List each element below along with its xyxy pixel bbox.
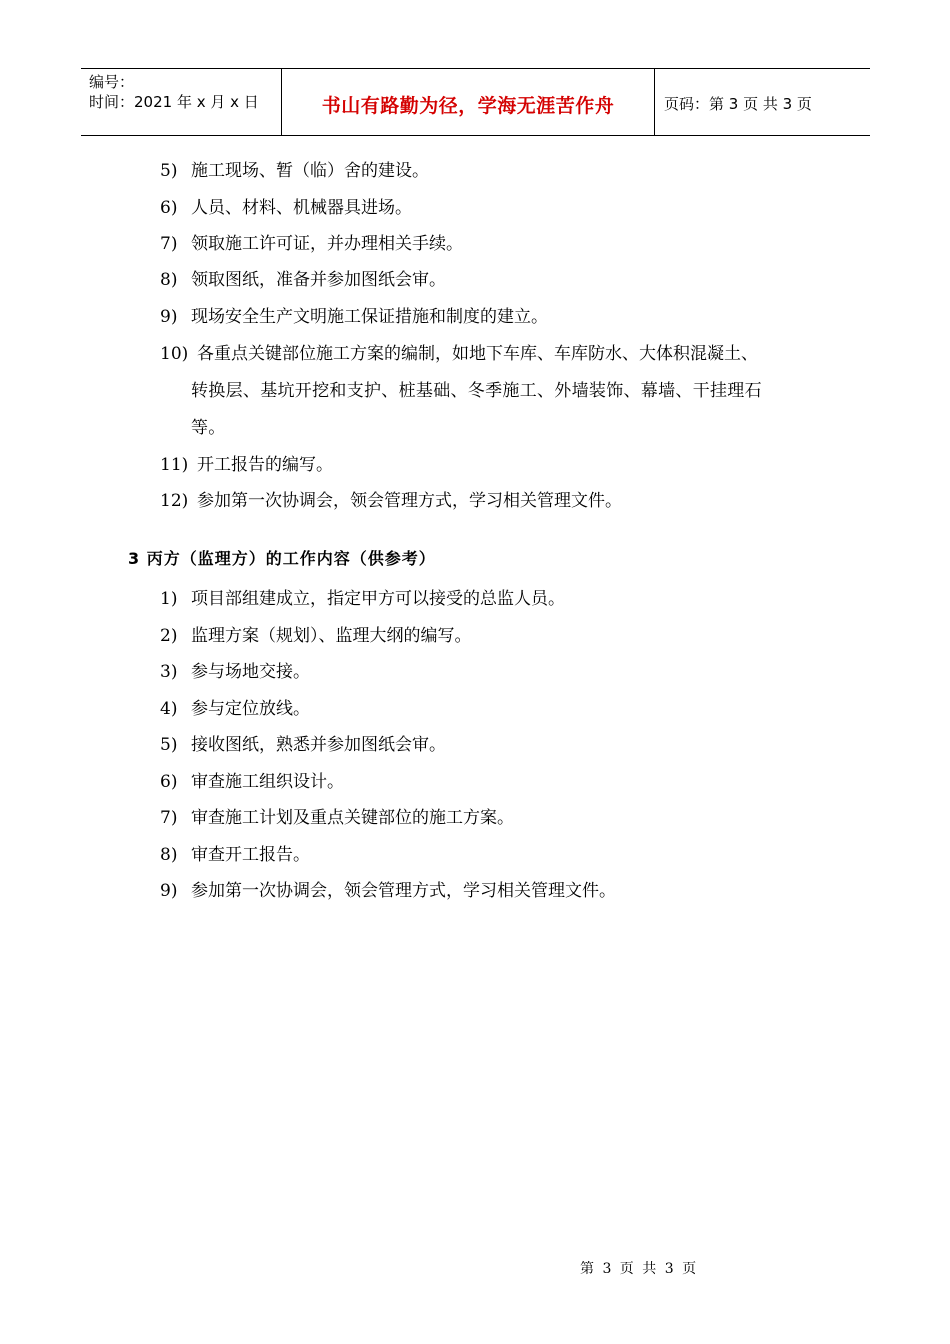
list-item-continuation: 转换层、基坑开挖和支护、桩基础、冬季施工、外墙装饰、幕墙、干挂理石 xyxy=(191,381,762,401)
header-motto-cell xyxy=(282,69,655,135)
list-item xyxy=(160,764,860,801)
header-page-info: 页码：第 3 页 共 3 页 xyxy=(664,94,812,113)
document-number-label: 编号： xyxy=(89,73,135,91)
list-item xyxy=(160,226,860,263)
list-item xyxy=(160,727,860,764)
list-item-text: 参加第一次协调会，领会管理方式，学习相关管理文件。 xyxy=(197,491,622,511)
list-item xyxy=(160,299,860,336)
header-meta xyxy=(81,69,282,135)
page-header xyxy=(81,68,870,136)
list-item-number: 5) xyxy=(160,735,178,755)
header-motto: 书山有路勤为径，学海无涯苦作舟 xyxy=(321,94,615,117)
list-item-text: 领取施工许可证，并办理相关手续。 xyxy=(191,234,463,254)
list-item xyxy=(160,483,860,520)
list-item xyxy=(160,873,860,910)
list-item-number: 10) xyxy=(160,344,189,364)
list-item xyxy=(160,654,860,691)
list-item xyxy=(160,262,860,299)
list-item-text: 接收图纸，熟悉并参加图纸会审。 xyxy=(191,735,446,755)
list-item xyxy=(160,190,860,227)
list-item-text: 现场安全生产文明施工保证措施和制度的建立。 xyxy=(191,307,548,327)
list-item-text: 领取图纸，准备并参加图纸会审。 xyxy=(191,270,446,290)
page-footer: 第 3 页 共 3 页 xyxy=(580,1261,697,1277)
list-item-number: 2) xyxy=(160,626,178,646)
list-item-text: 参加第一次协调会，领会管理方式，学习相关管理文件。 xyxy=(191,881,616,901)
list-item-text: 审查施工组织设计。 xyxy=(191,772,344,792)
list-item-text: 监理方案（规划）、监理大纲的编写。 xyxy=(191,626,472,646)
list-item-text: 参与定位放线。 xyxy=(191,699,310,719)
list-item xyxy=(160,581,860,618)
list-item-number: 12) xyxy=(160,491,189,511)
list-item-number: 11) xyxy=(160,455,189,475)
list-item xyxy=(160,336,860,373)
list-item-number: 5) xyxy=(160,161,178,181)
list-item xyxy=(160,618,860,655)
list-item xyxy=(160,800,860,837)
list-item-text: 审查开工报告。 xyxy=(191,845,310,865)
section-heading: 3 丙方（监理方）的工作内容（供参考） xyxy=(128,549,436,568)
list-item-number: 8) xyxy=(160,270,178,290)
list-item-number: 6) xyxy=(160,198,178,218)
list-item-number: 6) xyxy=(160,772,178,792)
list-item-text: 项目部组建成立，指定甲方可以接受的总监人员。 xyxy=(191,589,565,609)
list-item-number: 1) xyxy=(160,589,178,609)
list-item xyxy=(160,447,860,484)
list-item-number: 8) xyxy=(160,845,178,865)
list-item-text: 施工现场、暂（临）舍的建设。 xyxy=(191,161,429,181)
list-item-text: 审查施工计划及重点关键部位的施工方案。 xyxy=(191,808,514,828)
list-item-number: 7) xyxy=(160,808,178,828)
list-item-number: 7) xyxy=(160,234,178,254)
list-item xyxy=(160,691,860,728)
list-item xyxy=(160,837,860,874)
list-item-text: 各重点关键部位施工方案的编制，如地下车库、车库防水、大体积混凝土、 xyxy=(197,344,758,364)
document-date: 时间：2021 年 x 月 x 日 xyxy=(89,93,259,111)
list-item-text: 参与场地交接。 xyxy=(191,662,310,682)
list-item-number: 9) xyxy=(160,881,178,901)
list-item-text: 开工报告的编写。 xyxy=(197,455,333,475)
list-item-number: 3) xyxy=(160,662,178,682)
list-item-number: 4) xyxy=(160,699,178,719)
list-item-number: 9) xyxy=(160,307,178,327)
list-item-text: 人员、材料、机械器具进场。 xyxy=(191,198,412,218)
list-item-continuation: 等。 xyxy=(191,418,226,438)
list-item xyxy=(160,153,860,190)
